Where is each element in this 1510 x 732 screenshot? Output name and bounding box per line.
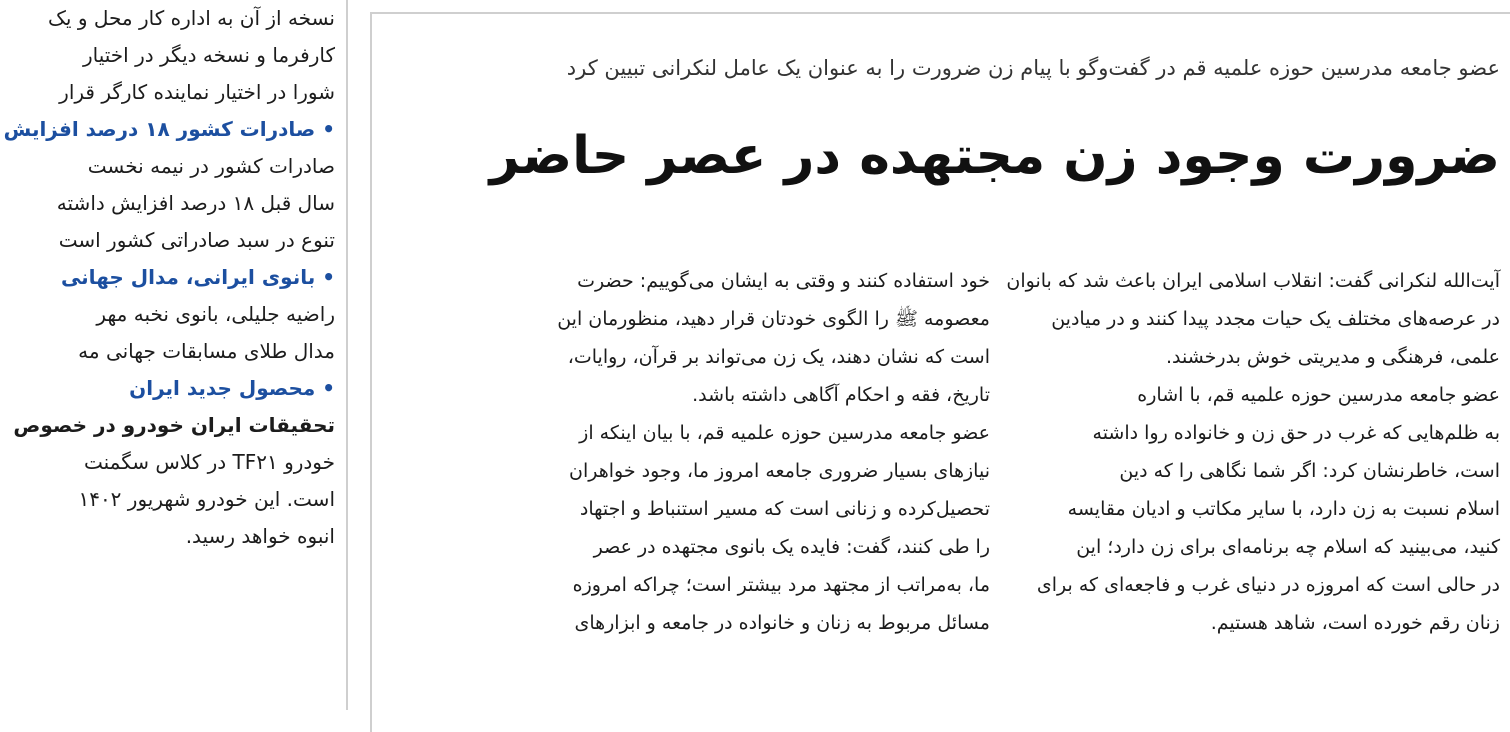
paragraph-line: تحصیل‌کرده و زنانی است که مسیر استنباط و اجتهاد: [579, 498, 990, 520]
article-overtitle: عضو جامعه مدرسین حوزه علمیه قم در گفت‌وگو با پیام زن ضرورت را به عنوان یک عامل لنکرانی تبیین کرد: [566, 56, 1500, 80]
left-line-3: شورا در اختیار نماینده کارگر قرار: [59, 80, 335, 104]
paragraph-line: تاریخ، فقه و احکام آگاهی داشته باشد.: [692, 384, 990, 406]
left-line-7: تنوع در سبد صادراتی کشور است: [58, 228, 335, 252]
left-line-14: است. این خودرو شهریور ۱۴۰۲: [78, 487, 335, 511]
paragraph-line: مسائل مربوط به زنان و خانواده در جامعه و ابزارهای: [574, 612, 990, 634]
left-line-13: خودرو TF۲۱ در کلاس سگمنت: [83, 450, 335, 474]
paragraph-line: آیت‌الله لنکرانی گفت: انقلاب اسلامی ایران باعث شد که بانوان: [1006, 270, 1500, 292]
left-subhead-product: • محصول جدید ایران: [129, 376, 335, 400]
paragraph-line: زنان رقم خورده است، شاهد هستیم.: [1210, 612, 1500, 634]
left-line-6: سال قبل ۱۸ درصد افزایش داشته: [56, 191, 335, 215]
left-line-2: کارفرما و نسخه دیگر در اختیار: [82, 43, 335, 67]
paragraph-line: نیازهای بسیار ضروری جامعه امروز ما، وجود خواهران: [569, 460, 990, 482]
paragraph-line: ما، به‌مراتب از مجتهد مرد بیشتر است؛ چراکه امروزه: [572, 574, 990, 596]
left-news-column: [0, 0, 347, 710]
paragraph-line: را طی کنند، گفت: فایده یک بانوی مجتهده در عصر: [593, 536, 990, 558]
paragraph-line: عضو جامعه مدرسین حوزه علمیه قم، با بیان اینکه از: [579, 422, 990, 444]
paragraph-line: اسلام نسبت به زن دارد، با سایر مکاتب و ادیان مقایسه: [1067, 498, 1500, 520]
paragraph-line: معصومه ﷺ را الگوی خودتان قرار دهید، منظورمان این: [557, 308, 990, 330]
paragraph-line: است، خاطرنشان کرد: اگر شما نگاهی را که دین: [1119, 460, 1500, 482]
paragraph-line: به ظلم‌هایی که غرب در حق زن و خانواده روا داشته: [1092, 422, 1500, 444]
left-column-text: [4, 0, 335, 555]
paragraph-line: علمی، فرهنگی و مدیریتی خوش بدرخشند.: [1165, 346, 1500, 368]
left-line-1: نسخه از آن به اداره کار محل و یک: [48, 6, 335, 30]
article-column-middle: [385, 262, 990, 642]
left-subhead-exports: • صادرات کشور ۱۸ درصد افزایش: [3, 117, 335, 141]
paragraph-line: عضو جامعه مدرسین حوزه علمیه قم، با اشاره: [1137, 384, 1500, 406]
paragraph-line: خود استفاده کنند و وقتی به ایشان می‌گوییم: حضرت: [577, 270, 990, 292]
left-line-9: راضیه جلیلی، بانوی نخبه مهر: [96, 302, 335, 326]
left-line-15: انبوه خواهد رسید.: [185, 524, 335, 548]
paragraph-line: کنید، می‌بینید که اسلام چه برنامه‌ای برای زن دارد؛ این: [1076, 536, 1500, 558]
paragraph-line: در حالی است که امروزه در دنیای غرب و فاجعه‌ای که برای: [1036, 574, 1500, 596]
column-divider: [346, 0, 348, 710]
left-subhead-medal: • بانوی ایرانی، مدال جهانی: [60, 265, 335, 289]
paragraph-line: است که نشان دهند، یک زن می‌تواند بر قرآن، روایات،: [567, 346, 990, 368]
article-column-right: [1006, 262, 1500, 642]
article-headline: ضرورت وجود زن مجتهده در عصر حاضر: [489, 126, 1500, 186]
left-line-12: تحقیقات ایران خودرو در خصوص: [13, 413, 335, 437]
left-line-10: مدال طلای مسابقات جهانی مه: [78, 339, 335, 363]
left-line-5: صادرات کشور در نیمه نخست: [87, 154, 335, 178]
paragraph-line: در عرصه‌های مختلف یک حیات مجدد پیدا کنند و در میادین: [1051, 308, 1500, 330]
